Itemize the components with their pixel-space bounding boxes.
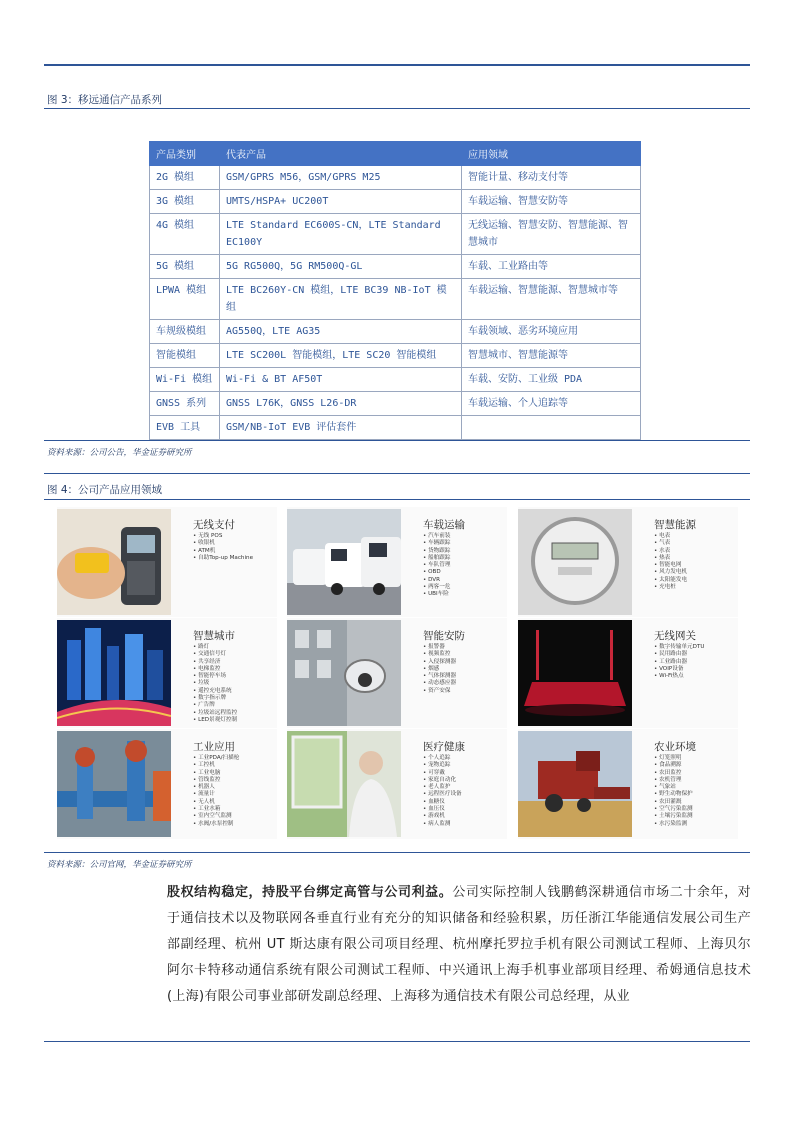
cell-product: GNSS L76K，GNSS L26-DR [220,392,462,416]
list-item: • 水表 [654,548,687,555]
tile-vehicle-transport [287,507,507,617]
tile-wireless-gateway [518,618,738,728]
tile-items [654,644,704,680]
tile-items [193,533,253,562]
table-row [150,344,641,368]
list-item: • 流量计 [193,791,239,798]
list-item: • 宠物追踪 [423,762,462,769]
figure-4-bottom-rule [44,852,750,853]
list-item: • 病人监测 [423,821,462,828]
list-item: • 两客一危 [423,584,450,591]
tile-items [423,755,462,828]
tile-industrial [57,729,277,839]
table-row [150,255,641,279]
list-item: • 机器人 [193,784,239,791]
list-item: • 数字传输单元DTU [654,644,704,651]
cell-product: LTE SC200L 智能模组，LTE SC20 智能模组 [220,344,462,368]
header-category: 产品类别 [150,142,220,166]
body-paragraph [167,880,751,1010]
list-item: • 工业电脑 [193,770,239,777]
table-row [150,368,641,392]
figure-3-title-rule [44,108,750,109]
header-rule [44,64,750,66]
cell-category: 5G 模组 [150,255,220,279]
cell-category: GNSS 系列 [150,392,220,416]
cell-product: LTE Standard EC600S-CN，LTE Standard EC100Y [220,214,462,255]
list-item: • 工业路由器 [654,659,704,666]
cell-product: GSM/GPRS M56，GSM/GPRS M25 [220,166,462,190]
cell-application: 车载运输、个人追踪等 [462,392,641,416]
cell-application: 车载运输、智慧安防等 [462,190,641,214]
tile-title: 农业环境 [654,741,696,753]
list-item: • 电梯监控 [193,666,237,673]
list-item: • Wi-Fi热点 [654,673,704,680]
table-row [150,166,641,190]
cell-application: 车载、安防、工业级 PDA [462,368,641,392]
list-item: • 游戏机 [423,813,462,820]
list-item: • UBI车险 [423,591,450,598]
list-item: • 垃圾站远程监控 [193,710,237,717]
list-item: • 室内空气监测 [193,813,239,820]
list-item: • OBD [423,569,450,576]
figure-3-title: 图 3：移远通信产品系列 [47,94,163,106]
application-grid [57,507,718,839]
list-item: • LED景观灯控制 [193,717,237,724]
list-item: • 灯笼照明 [654,755,693,762]
tile-smart-security [287,618,507,728]
list-item: • 智能停车场 [193,673,237,680]
cell-category: 车规级模组 [150,320,220,344]
cell-application: 车载、工业路由等 [462,255,641,279]
cell-product: AG550Q，LTE AG35 [220,320,462,344]
paragraph-body: 公司实际控制人钱鹏鹤深耕通信市场二十余年，对于通信技术以及物联网各垂直行业有充分的知识储备和经验积累，历任浙江华能通信发展公司生产部副经理、杭州 UT 斯达康有限公司项目经理、杭州摩托罗拉手机有限公司测试工程师、上海贝尔阿尔卡特移动通信系统有限公司测试工程师、中兴通讯上海手机事业部项目经理、希姆通信息技术(上海)有限公司事业部研发副总经理、上海移为通信技术有限公司总经理，从业 [167,885,751,1004]
cell-application: 车载领域、恶劣环境应用 [462,320,641,344]
figure-4-title: 图 4：公司产品应用领域 [47,484,163,496]
tile-title: 智慧城市 [193,630,235,642]
tile-items [193,755,239,828]
city-night-image [57,620,171,726]
tile-items [654,533,687,591]
cell-application: 无线运输、智慧安防、智慧能源、智慧城市 [462,214,641,255]
figure-3-source: 资料来源：公司公告，华金证券研究所 [47,448,192,458]
list-item: • 垃圾 [193,680,237,687]
header-product: 代表产品 [220,142,462,166]
router-image [518,620,632,726]
tile-title: 无线网关 [654,630,696,642]
cell-category: 智能模组 [150,344,220,368]
cell-application [462,416,641,440]
figure-3-bottom-rule [44,440,750,441]
tile-title: 工业应用 [193,741,235,753]
list-item: • DVR [423,577,450,584]
tile-wireless-payment [57,507,277,617]
list-item: • 风力发电机 [654,569,687,576]
tile-items [654,755,693,828]
list-item: • 视频监控 [423,651,456,658]
list-item: • 血糖仪 [423,799,462,806]
figure-4-top-rule [44,473,750,474]
list-item: • 水阀/水泵控制 [193,821,239,828]
cell-category: 4G 模组 [150,214,220,255]
cell-product: GSM/NB-IoT EVB 评估套件 [220,416,462,440]
electric-meter-image [518,509,632,615]
list-item: • 遥控充电系统 [193,688,237,695]
list-item: • 水污染监测 [654,821,693,828]
cell-category: EVB 工具 [150,416,220,440]
vans-image [287,509,401,615]
list-item: • 空气污染监测 [654,806,693,813]
cell-product: Wi-Fi & BT AF50T [220,368,462,392]
list-item: • 汽车前装 [423,533,450,540]
tile-items [193,644,237,724]
list-item: • 太阳能发电 [654,577,687,584]
list-item: • 自助Top-up Machine [193,555,253,562]
list-item: • 气象站 [654,784,693,791]
tile-items [423,644,456,695]
tile-title: 医疗健康 [423,741,465,753]
payment-terminal-image [57,509,171,615]
table-header-row [150,142,641,166]
list-item: • 可穿戴 [423,770,462,777]
list-item: • 工控机 [193,762,239,769]
list-item: • 充电桩 [654,584,687,591]
list-item: • 共享经济 [193,659,237,666]
elderly-woman-image [287,731,401,837]
cell-category: LPWA 模组 [150,279,220,320]
list-item: • 热表 [654,555,687,562]
list-item: • 农机管理 [654,777,693,784]
list-item: • 入侵探测器 [423,659,456,666]
list-item: • 农田灌溉 [654,799,693,806]
list-item: • 广告牌 [193,702,237,709]
cell-application: 智慧城市、智慧能源等 [462,344,641,368]
header-application: 应用领域 [462,142,641,166]
cell-category: 2G 模组 [150,166,220,190]
list-item: • 食品溯源 [654,762,693,769]
tile-title: 无线支付 [193,519,235,531]
table-row [150,320,641,344]
tile-items [423,533,450,599]
cell-product: LTE BC260Y-CN 模组，LTE BC39 NB-IoT 模组 [220,279,462,320]
list-item: • 车队管理 [423,562,450,569]
tile-title: 智慧能源 [654,519,696,531]
list-item: • 船舶跟踪 [423,555,450,562]
cell-application: 车载运输、智慧能源、智慧城市等 [462,279,641,320]
list-item: • 货物跟踪 [423,548,450,555]
list-item: • 智能电网 [654,562,687,569]
list-item: • 远程医疗设备 [423,791,462,798]
list-item: • VOIP设备 [654,666,704,673]
security-camera-image [287,620,401,726]
list-item: • ATM机 [193,548,253,555]
cell-category: 3G 模组 [150,190,220,214]
tile-agriculture [518,729,738,839]
tile-title: 智能安防 [423,630,465,642]
paragraph-lead: 股权结构稳定，持股平台绑定高管与公司利益。 [167,885,453,900]
list-item: • 资产安保 [423,688,456,695]
list-item: • 血压仪 [423,806,462,813]
list-item: • 数字指示牌 [193,695,237,702]
list-item: • 工业PDA/扫描枪 [193,755,239,762]
tile-smart-city [57,618,277,728]
figure-4-title-rule [44,499,750,500]
pipes-valves-image [57,731,171,837]
product-series-table [149,141,641,440]
list-item: • 农田监控 [654,770,693,777]
cell-category: Wi-Fi 模组 [150,368,220,392]
cell-application: 智能计量、移动支付等 [462,166,641,190]
table-row [150,279,641,320]
tile-healthcare [287,729,507,839]
cell-product: 5G RG500Q，5G RM500Q-GL [220,255,462,279]
list-item: • 无人机 [193,799,239,806]
list-item: • 车辆跟踪 [423,540,450,547]
footer-rule [44,1041,750,1042]
table-row [150,214,641,255]
list-item: • 工业水箱 [193,806,239,813]
list-item: • 烟感 [423,666,456,673]
list-item: • 野生动物保护 [654,791,693,798]
table-row [150,416,641,440]
list-item: • 气体探测器 [423,673,456,680]
list-item: • 交通信号灯 [193,651,237,658]
list-item: • 电表 [654,533,687,540]
tile-title: 车载运输 [423,519,465,531]
list-item: • 动态感应器 [423,680,456,687]
list-item: • 报警器 [423,644,456,651]
list-item: • 管线监控 [193,777,239,784]
tile-smart-energy [518,507,738,617]
harvester-image [518,731,632,837]
list-item: • 气表 [654,540,687,547]
list-item: • 民用路由器 [654,651,704,658]
table-row [150,392,641,416]
table-row [150,190,641,214]
list-item: • 收银机 [193,540,253,547]
list-item: • 无线 POS [193,533,253,540]
cell-product: UMTS/HSPA+ UC200T [220,190,462,214]
figure-4-source: 资料来源：公司官网，华金证券研究所 [47,860,192,870]
list-item: • 家庭自动化 [423,777,462,784]
list-item: • 路灯 [193,644,237,651]
list-item: • 土壤污染监测 [654,813,693,820]
list-item: • 个人追踪 [423,755,462,762]
list-item: • 老人监护 [423,784,462,791]
